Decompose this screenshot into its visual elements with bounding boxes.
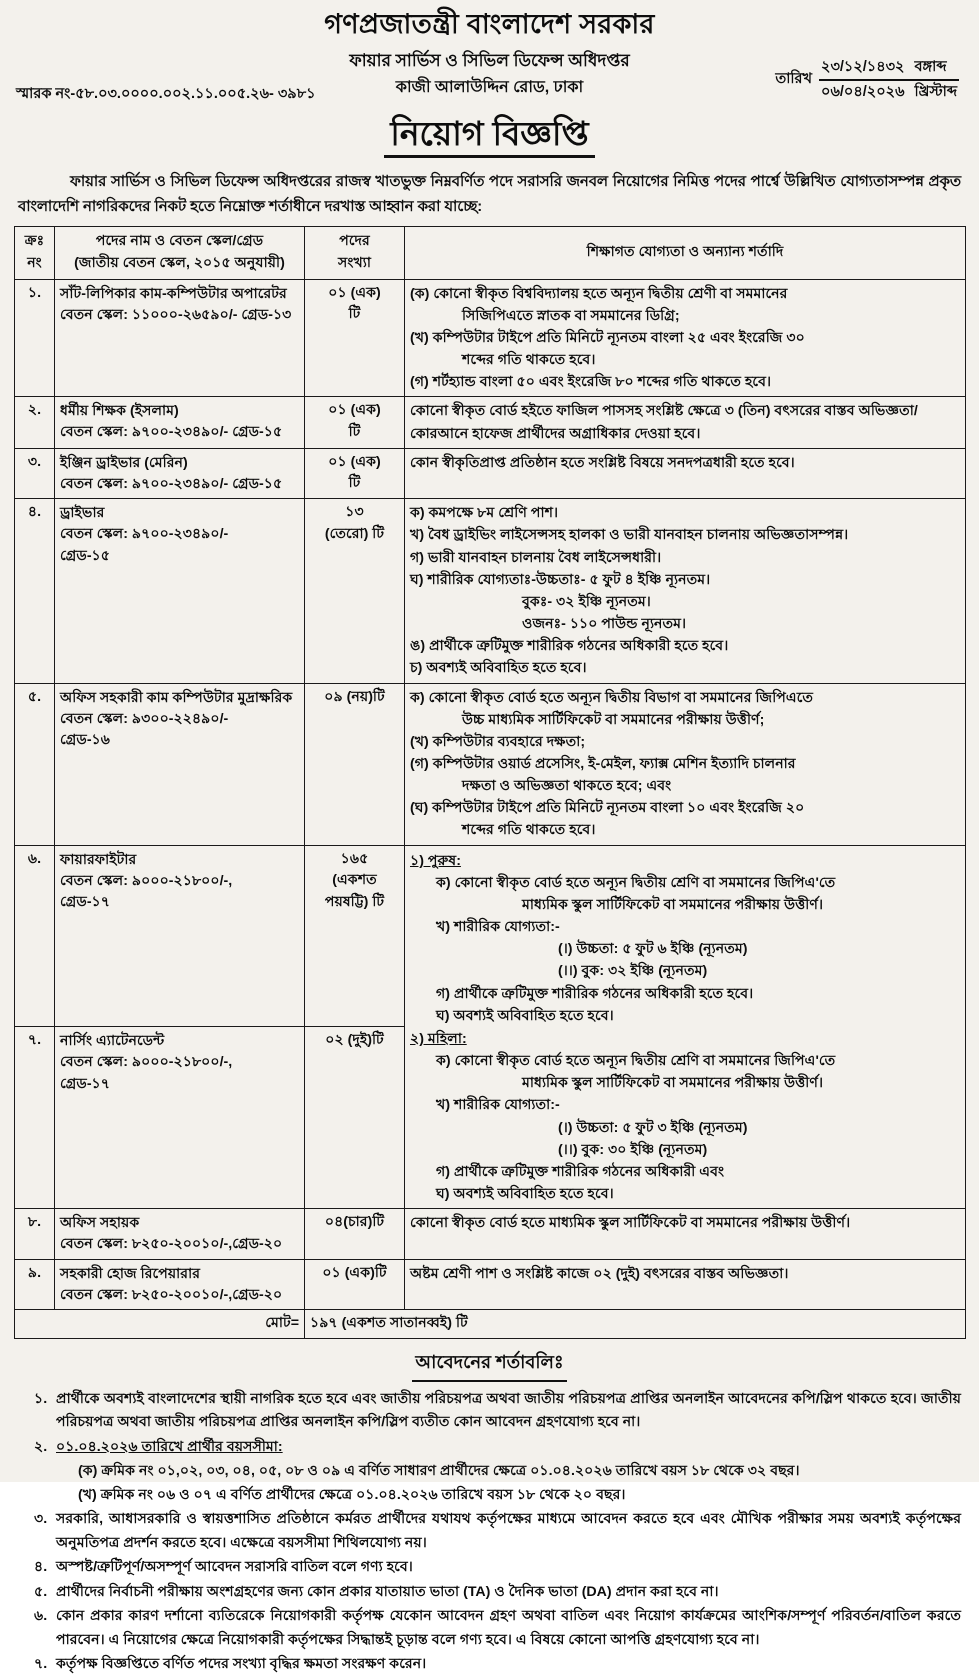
condition-marker: ৪.: [34, 1559, 48, 1576]
qualification-item: উচ্চ মাধ্যমিক সার্টিফিকেট বা সমমানের পরীক্ষায় উত্তীর্ণ;: [462, 711, 765, 728]
condition-item: [18, 1388, 961, 1435]
row-serial: ৭.: [15, 1027, 55, 1209]
row-pay-scale: বেতন স্কেল: ৯৭০০-২৩৪৯০/- গ্রেড-১৫: [60, 424, 283, 441]
qualification-item: শব্দের গতি থাকতে হবে।: [462, 352, 596, 369]
row-count-l1: ০১ (এক): [328, 402, 381, 419]
condition-marker: ২.: [34, 1438, 48, 1455]
qualification-item: খ) বৈধ ড্রাইভিং লাইসেন্সসহ হালকা ও ভারী যানবাহন চালনায় অভিজ্ঞতাসম্পন্ন।: [410, 527, 849, 544]
row-count: [305, 279, 405, 397]
row-pay-scale: বেতন স্কেল: ৯০০০-২১৮০০/-,: [60, 872, 233, 889]
row-qualification: [405, 279, 966, 397]
condition-item: [18, 1653, 961, 1676]
col-header-count-l2: সংখ্যা: [337, 255, 372, 272]
qualification-item: (।।) বুক: ৩২ ইঞ্চি (ন্যূনতম): [558, 963, 708, 980]
row-count: [305, 1209, 405, 1260]
row-serial: ৫.: [15, 683, 55, 845]
col-header-serial: [15, 227, 55, 279]
qualification-item: ক) কোনো স্বীকৃত বোর্ড হতে অন্যূন দ্বিতীয় শ্রেণি বা সমমানের জিপিএ'তে: [436, 1053, 836, 1070]
row-count-l1: ০১ (এক): [328, 284, 381, 301]
date-gregorian-era: খ্রিস্টাব্দ: [914, 84, 957, 101]
row-count-l1: ১৬৫: [340, 850, 369, 867]
qualification-group-label: ১) পুরুষ:: [410, 852, 461, 869]
col-header-post-l2: (জাতীয় বেতন স্কেল, ২০১৫ অনুযায়ী): [74, 255, 285, 272]
qualification-list: [410, 687, 960, 842]
row-count: [305, 448, 405, 499]
condition-marker: ৬.: [34, 1608, 48, 1625]
row-qualification: [405, 499, 966, 683]
page-title: নিয়োগ বিজ্ঞপ্তি: [384, 115, 594, 158]
row-post: [55, 1027, 305, 1209]
row-count-l2: (একশত পয়ষট্টি) টি: [324, 872, 385, 910]
condition-marker: ১.: [34, 1390, 48, 1407]
qualification-item: সিজিপিএতে স্নাতক বা সমমানের ডিগ্রি;: [462, 307, 680, 324]
qualification-item: ঘ) অবশ্যই অবিবাহিত হতে হবে।: [436, 1185, 614, 1202]
qualification-item: (ঘ) কম্পিউটার টাইপে প্রতি মিনিটে ন্যূনতম বাংলা ১০ এবং ইংরেজি ২০: [410, 800, 805, 817]
total-label: মোট=: [15, 1310, 305, 1339]
row-post-name: সহকারী হোজ রিপেয়ারার: [60, 1265, 201, 1282]
row-post: [55, 1209, 305, 1260]
qualification-item: খ) শারীরিক যোগ্যতা:-: [436, 919, 560, 936]
row-count-l1: ০২ (দুই)টি: [325, 1032, 384, 1049]
row-post-name: অফিস সহায়ক: [60, 1215, 140, 1232]
row-qualification-merged: [405, 845, 966, 1209]
government-title: গণপ্রজাতন্ত্রী বাংলাদেশ সরকার: [324, 9, 655, 39]
qualification-item: ওজনঃ- ১১০ পাউন্ড ন্যূনতম।: [522, 616, 687, 633]
qualification-item: শব্দের গতি থাকতে হবে।: [462, 822, 596, 839]
row-post-name: ইঞ্জিন ড্রাইভার (মেরিন): [60, 454, 188, 471]
date-gregorian-row: [819, 81, 959, 104]
row-qualification: [405, 1259, 966, 1310]
qualification-item: কোনো স্বীকৃত বোর্ড হইতে ফাজিল পাসসহ সংশ্লিষ্ট ক্ষেত্রে ৩ (তিন) বৎসরের বাস্তব অভিজ্ঞতা/ কোরআনে হাফেজ প্রার্থীদের অগ্রাধিকার দেওয়া হবে।: [410, 403, 918, 442]
qualification-item: মাধ্যমিক স্কুল সার্টিফিকেট বা সমমানের পরীক্ষায় উত্তীর্ণ।: [522, 896, 824, 913]
condition-marker: ৩.: [34, 1511, 48, 1528]
qualification-item: (।।) বুক: ৩০ ইঞ্চি (ন্যূনতম): [558, 1141, 708, 1158]
table-row: [15, 397, 966, 448]
department-title: ফায়ার সার্ভিস ও সিভিল ডিফেন্স অধিদপ্তর: [349, 50, 630, 70]
row-count: [305, 683, 405, 845]
col-header-count: [305, 227, 405, 279]
condition-item: [18, 1605, 961, 1652]
row-pay-scale: বেতন স্কেল: ৯০০০-২১৮০০/-,: [60, 1054, 233, 1071]
date-bengali-value: ২৩/১২/১৪৩২: [821, 58, 905, 75]
row-serial: ৪.: [15, 499, 55, 683]
table-row: [15, 683, 966, 845]
row-qualification: [405, 683, 966, 845]
row-count-l2: টি: [348, 306, 361, 323]
qualification-list: [410, 850, 960, 1206]
row-count-l1: ০৪(চার)টি: [324, 1214, 385, 1231]
condition-marker: ৫.: [34, 1583, 48, 1600]
row-pay-grade: গ্রেড-১৭: [60, 894, 110, 911]
table-total-row: [15, 1310, 966, 1339]
vacancy-table: [14, 226, 966, 1338]
row-post-name: নার্সিং এ্যাটেনডেন্ট: [60, 1033, 165, 1050]
qualification-item: চ) অবশ্যই অবিবাহিত হতে হবে।: [410, 660, 587, 677]
row-serial: ২.: [15, 397, 55, 448]
row-pay-grade: গ্রেড-১৬: [60, 732, 110, 749]
qualification-item: মাধ্যমিক স্কুল সার্টিফিকেট বা সমমানের পরীক্ষায় উত্তীর্ণ।: [522, 1075, 824, 1092]
table-header-row: [15, 227, 966, 279]
qualification-item: ক) কোনো স্বীকৃত বোর্ড হতে অন্যূন দ্বিতীয় শ্রেণি বা সমমানের জিপিএ'তে: [436, 874, 836, 891]
condition-heading: ০১.০৪.২০২৬ তারিখে প্রার্থীর বয়সসীমা:: [56, 1438, 283, 1455]
row-post: [55, 448, 305, 499]
table-row: [15, 1259, 966, 1310]
qualification-group-female: [410, 1028, 960, 1050]
qualification-item: কোন স্বীকৃতিপ্রাপ্ত প্রতিষ্ঠান হতে সংশ্লিষ্ট বিষয়ে সনদপত্রধারী হতে হবে।: [410, 454, 795, 471]
condition-text: প্রার্থীদের নির্বাচনী পরীক্ষায় অংশগ্রহণের জন্য কোন প্রকার যাতায়াত ভাতা (TA) ও দৈনিক ভাতা (DA) প্রদান করা হবে না।: [56, 1583, 719, 1600]
row-count-l1: ০১ (এক)টি: [322, 1264, 387, 1281]
qualification-list: [410, 283, 960, 394]
row-post: [55, 499, 305, 683]
qualification-item: ঘ) অবশ্যই অবিবাহিত হতে হবে।: [436, 1007, 614, 1024]
row-qualification: [405, 448, 966, 499]
qualification-item: ক) কোনো স্বীকৃত বোর্ড হতে অন্যূন দ্বিতীয় বিভাগ বা সমমানের জিপিএতে: [410, 689, 814, 706]
qualification-item: অষ্টম শ্রেণী পাশ ও সংশ্লিষ্ট কাজে ০২ (দুই) বৎসরের বাস্তব অভিজ্ঞতা।: [410, 1265, 789, 1282]
row-post: [55, 397, 305, 448]
row-post: [55, 1259, 305, 1310]
date-block: [775, 57, 959, 105]
col-header-serial-l2: নং: [27, 255, 42, 272]
condition-item: [18, 1436, 961, 1508]
department-address: কাজী আলাউদ্দিন রোড, ঢাকা: [395, 78, 584, 96]
row-count: [305, 397, 405, 448]
table-row: [15, 1209, 966, 1260]
date-bengali-era: বঙ্গাব্দ: [914, 58, 947, 75]
row-post: [55, 683, 305, 845]
condition-text: [56, 1436, 961, 1508]
qualification-group-label: ২) মহিলা:: [410, 1030, 467, 1047]
row-pay-scale: বেতন স্কেল: ১১০০০-২৬৫৯০/- গ্রেড-১৩: [60, 306, 292, 323]
qualification-item: দক্ষতা ও অভিজ্ঞতা থাকতে হবে; এবং: [462, 778, 672, 795]
condition-marker: ৭.: [34, 1655, 48, 1672]
col-header-qualification: শিক্ষাগত যোগ্যতা ও অন্যান্য শর্তাদি: [405, 227, 966, 279]
row-post-name: অফিস সহকারী কাম কম্পিউটার মুদ্রাক্ষরিক: [60, 689, 293, 706]
qualification-item: (।) উচ্চতা: ৫ ফুট ৬ ইঞ্চি (ন্যূনতম): [558, 941, 748, 958]
row-count-l1: ০৯ (নয়)টি: [324, 688, 385, 705]
table-row: [15, 499, 966, 683]
row-pay-grade: গ্রেড-১৫: [60, 547, 110, 564]
row-post-name: ফায়ারফাইটার: [60, 851, 137, 868]
qualification-item: (ক) কোনো স্বীকৃত বিশ্ববিদ্যালয় হতে অন্যূন দ্বিতীয় শ্রেণী বা সমমানের: [410, 285, 788, 302]
qualification-item: খ) শারীরিক যোগ্যতা:-: [436, 1097, 560, 1114]
condition-text: কর্তৃপক্ষ বিজ্ঞপ্তিতে বর্ণিত পদের সংখ্যা বৃদ্ধির ক্ষমতা সংরক্ষণ করেন।: [56, 1655, 427, 1672]
row-qualification: [405, 397, 966, 448]
qualification-list: [410, 502, 960, 679]
condition-subitem: (খ) ক্রমিক নং ০৬ ও ০৭ এ বর্ণিত প্রার্থীদের ক্ষেত্রে ০১.০৪.২০২৬ তারিখে বয়স ১৮ থেকে ২০ বছর।: [78, 1487, 626, 1504]
row-post-name: সাঁট-লিপিকার কাম-কম্পিউটার অপারেটর: [60, 285, 287, 302]
qualification-item: ঙ) প্রার্থীকে ত্রুটিমুক্ত শারীরিক গঠনের অধিকারী হতে হবে।: [410, 638, 729, 655]
vacancy-table-body: [15, 279, 966, 1338]
condition-text: কোন প্রকার কারণ দর্শানো ব্যতিরেকে নিয়োগকারী কর্তৃপক্ষ যেকোন আবেদন গ্রহণ অথবা বাতিল এবং নিয়োগ কার্যক্রমের আংশিক/সম্পূর্ণ পরিবর্তন/বাতিল করতে পারবেন। এ নিয়োগের ক্ষেত্রে নিয়োগকারী কর্তৃপক্ষের সিদ্ধান্তই চূড়ান্ত বলে গণ্য হবে। এ বিষয়ে কোনো আপত্তি গ্রহণযোগ্য হবে না।: [56, 1608, 961, 1648]
row-serial: ৯.: [15, 1259, 55, 1310]
qualification-item: (গ) কম্পিউটার ওয়ার্ড প্রসেসিং, ই-মেইল, ফ্যাক্স মেশিন ইত্যাদি চালনার: [410, 756, 796, 772]
table-row: [15, 845, 966, 1027]
conditions-title: আবেদনের শর্তাবলিঃ: [412, 1348, 566, 1382]
row-count: [305, 1259, 405, 1310]
qualification-item: কোনো স্বীকৃত বোর্ড হতে মাধ্যমিক স্কুল সার্টিফিকেট বা সমমানের পরীক্ষায় উত্তীর্ণ।: [410, 1215, 851, 1232]
col-header-serial-l1: ক্রঃ: [24, 233, 45, 250]
condition-item: [18, 1508, 961, 1555]
conditions-title-wrap: [14, 1348, 965, 1382]
row-pay-scale: বেতন স্কেল: ৮২৫০-২০০১০/-,গ্রেড-২০: [60, 1286, 283, 1303]
qualification-item: (খ) কম্পিউটার ব্যবহারে দক্ষতা;: [410, 733, 586, 750]
row-count: [305, 499, 405, 683]
qualification-item: ঘ) শারীরিক যোগ্যতাঃ-উচ্চতাঃ- ৫ ফুট ৪ ইঞ্চি ন্যূনতম।: [410, 571, 711, 588]
condition-text: অস্পষ্ট/ত্রুটিপূর্ণ/অসম্পূর্ণ আবেদন সরাসরি বাতিল বলে গণ্য হবে।: [56, 1559, 413, 1576]
table-row: [15, 279, 966, 397]
row-serial: ৩.: [15, 448, 55, 499]
condition-subitem: (ক) ক্রমিক নং ০১,০২, ০৩, ০৪, ০৫, ০৮ ও ০৯ এ বর্ণিত সাধারণ প্রার্থীদের ক্ষেত্রে ০১.০৪.২০২৬ তারিখে বয়স ১৮ থেকে ৩২ বছর।: [78, 1463, 800, 1480]
notice-title-wrap: [14, 115, 965, 158]
condition-text: সরকারি, আধাসরকারি ও স্বায়ত্তশাসিত প্রতিষ্ঠানে কর্মরত প্রার্থীদের যথাযথ কর্তৃপক্ষের মাধ্যমে আবেদন করতে হবে এবং মৌখিক পরীক্ষার সময় অবশ্যই কর্তৃপক্ষের অনুমতিপত্র প্রদর্শন করতে হবে। এক্ষেত্রে বয়সসীমা শিথিলযোগ্য নয়।: [56, 1511, 961, 1551]
intro-paragraph: ফায়ার সার্ভিস ও সিভিল ডিফেন্স অধিদপ্তরের রাজস্ব খাতভুক্ত নিম্নবর্ণিত পদে সরাসরি জনবল নিয়োগের নিমিত্ত পদের পার্শ্বে উল্লিখিত যোগ্যতাসম্পন্ন প্রকৃত বাংলাদেশি নাগরিকদের নিকট হতে নিম্নোক্ত শর্তাধীনে দরখাস্ত আহ্বান করা যাচ্ছে:: [18, 173, 961, 216]
table-row: [15, 448, 966, 499]
row-count: [305, 845, 405, 1027]
row-count-l1: ১৩: [345, 504, 364, 521]
row-post-name: ড্রাইভার: [60, 505, 105, 522]
memo-number: স্মারক নং-৫৮.০৩.০০০০.০০২.১১.০০৫.২৬- ৩৯৮১: [16, 85, 316, 102]
date-bengali-row: [819, 57, 959, 82]
col-header-post: [55, 227, 305, 279]
row-pay-grade: গ্রেড-১৭: [60, 1075, 110, 1092]
date-stack: [819, 57, 959, 105]
row-serial: ১.: [15, 279, 55, 397]
condition-item: [18, 1556, 961, 1579]
condition-item: [18, 1581, 961, 1604]
row-pay-scale: বেতন স্কেল: ৯৭০০-২৩৪৯০/-: [60, 526, 229, 543]
qualification-item: (খ) কম্পিউটার টাইপে প্রতি মিনিটে ন্যূনতম বাংলা ২৫ এবং ইংরেজি ৩০: [410, 329, 805, 346]
date-gregorian-value: ০৬/০৪/২০২৬: [821, 84, 905, 101]
row-serial: ৮.: [15, 1209, 55, 1260]
conditions-list: [18, 1388, 961, 1676]
condition-text: প্রার্থীকে অবশ্যই বাংলাদেশের স্থায়ী নাগরিক হতে হবে এবং জাতীয় পরিচয়পত্র অথবা জাতীয় পরিচয়পত্র প্রাপ্তির অনলাইন আবেদনের কপি/স্লিপ থাকতে হবে। জাতীয় পরিচয়পত্র অথবা জাতীয় পরিচয়পত্র প্রাপ্তির অনলাইন কপি/স্লিপ ব্যতীত কোন আবেদন গ্রহণযোগ্য হবে না।: [56, 1390, 961, 1431]
row-qualification: [405, 1209, 966, 1260]
row-count-l1: ০১ (এক): [328, 453, 381, 470]
row-count-l2: (তেরো) টি: [324, 525, 385, 542]
date-label: তারিখ: [775, 71, 813, 88]
row-count: [305, 1027, 405, 1209]
col-header-post-l1: পদের নাম ও বেতন স্কেল/গ্রেড: [95, 233, 264, 250]
row-pay-scale: বেতন স্কেল: ৯৭০০-২৩৪৯০/- গ্রেড-১৫: [60, 475, 283, 492]
row-count-l2: টি: [348, 475, 361, 492]
qualification-item: ক) কমপক্ষে ৮ম শ্রেণি পাশ।: [410, 505, 559, 522]
row-post-name: ধর্মীয় শিক্ষক (ইসলাম): [60, 403, 179, 420]
qualification-item: গ) প্রার্থীকে ত্রুটিমুক্ত শারীরিক গঠনের অধিকারী হতে হবে।: [436, 985, 754, 1002]
row-serial: ৬.: [15, 845, 55, 1027]
col-header-count-l1: পদের: [339, 233, 370, 250]
row-post: [55, 845, 305, 1027]
qualification-item: গ) প্রার্থীকে ত্রুটিমুক্ত শারীরিক গঠনের অধিকারী এবং: [436, 1163, 725, 1180]
row-count-l2: টি: [348, 423, 361, 440]
row-pay-scale: বেতন স্কেল: ৯৩০০-২২৪৯০/-: [60, 710, 229, 727]
qualification-item: (।) উচ্চতা: ৫ ফুট ৩ ইঞ্চি (ন্যূনতম): [558, 1119, 748, 1136]
row-pay-scale: বেতন স্কেল: ৮২৫০-২০০১০/-,গ্রেড-২০: [60, 1236, 283, 1253]
qualification-item: গ) ভারী যানবাহন চালনায় বৈধ লাইসেন্সধারী।: [410, 549, 662, 566]
total-value: ১৯৭ (একশত সাতানব্বই) টি: [305, 1310, 966, 1339]
row-post: [55, 279, 305, 397]
document-header: [14, 0, 965, 158]
qualification-item: (গ) শর্টহ্যান্ড বাংলা ৫০ এবং ইংরেজি ৮০ শব্দের গতি থাকতে হবে।: [410, 374, 772, 391]
qualification-item: বুকঃ- ৩২ ইঞ্চি ন্যূনতম।: [522, 593, 651, 610]
qualification-group-male: [410, 850, 960, 872]
